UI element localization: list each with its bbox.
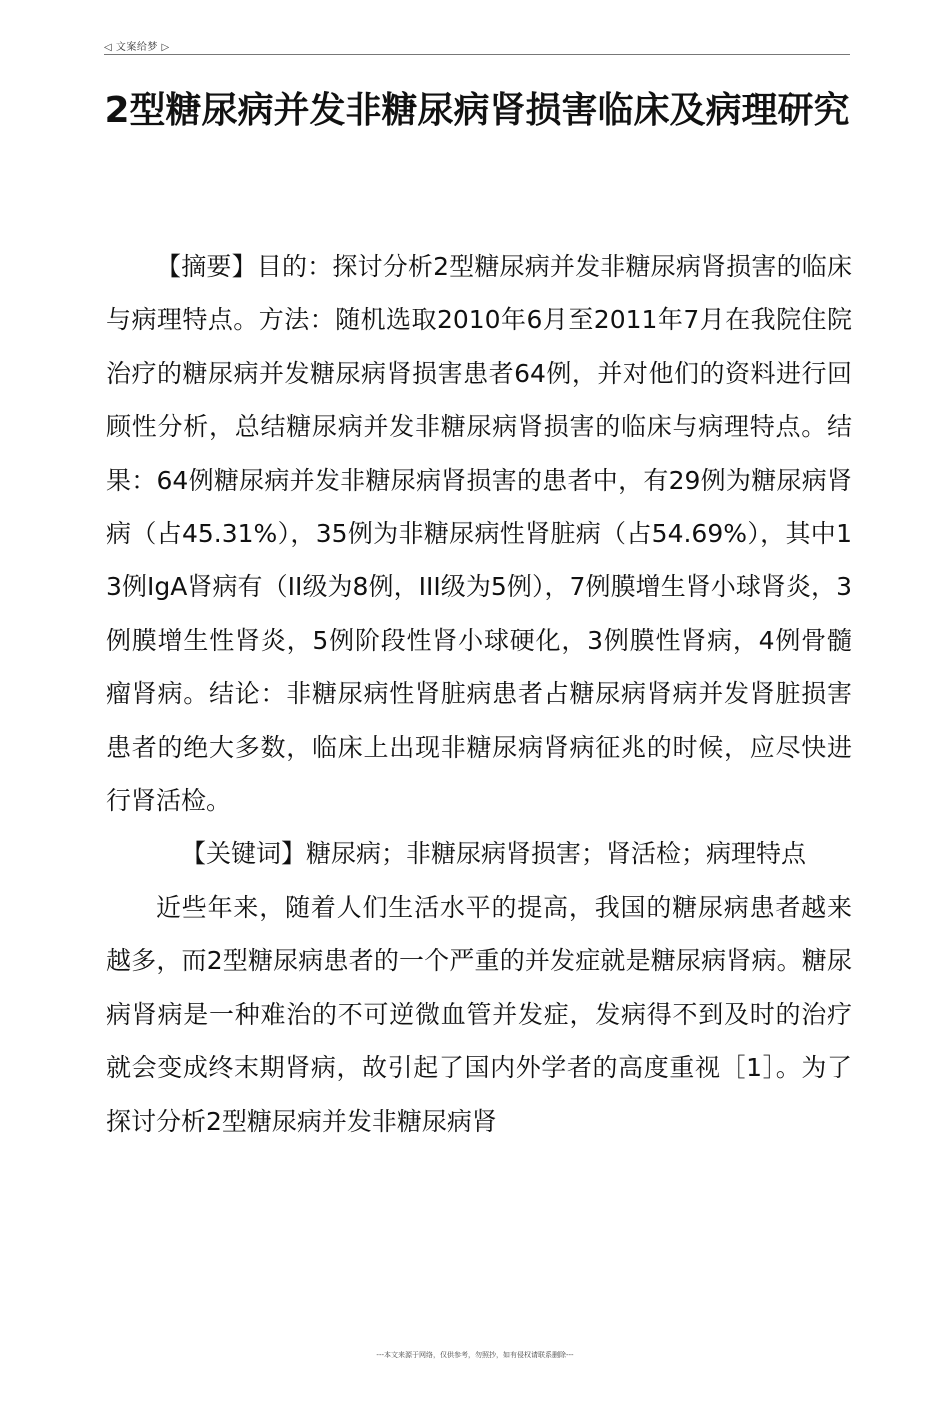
document-title: 2型糖尿病并发非糖尿病肾损害临床及病理研究 (104, 90, 850, 131)
keywords-paragraph: 【关键词】糖尿病；非糖尿病肾损害；肾活检；病理特点 (181, 839, 807, 869)
abstract-paragraph: 【摘要】目的：探讨分析2型糖尿病并发非糖尿病肾损害的临床与病理特点。方法：随机选取2010年6月至2011年7月在我院住院治疗的糖尿病并发糖尿病肾损害患者64例，并对他们的资料进行回顾性分析，总结糖尿病并发非糖尿病肾损害的临床与病理特点。结果：64例糖尿病并发非糖尿病肾损害的患者中，有29例为糖尿病肾病（占45.31%），35例为非糖尿病性肾脏病（占54.69%），其中13例IgA肾病有（II级为8例，III级为5例），7例膜增生肾小球肾炎，3例膜增生性肾炎，5例阶段性肾小球硬化，3例膜性肾病，4例骨髓瘤肾病。结论：非糖尿病性肾脏病患者占糖尿病肾病并发肾脏损害患者的绝大多数，临床上出现非糖尿病肾病征兆的时候，应尽快进行肾活检。 (106, 252, 852, 816)
header-divider (104, 54, 850, 55)
page-header: ◁ 文案给梦 ▷ (104, 42, 170, 53)
intro-paragraph: 近些年来，随着人们生活水平的提高，我国的糖尿病患者越来越多，而2型糖尿病患者的一个严重的并发症就是糖尿病肾病。糖尿病肾病是一种难治的不可逆微血管并发症，发病得不到及时的治疗就会变成终末期肾病，故引起了国内外学者的高度重视［1］。为了探讨分析2型糖尿病并发非糖尿病肾 (106, 892, 852, 1136)
document-body (106, 240, 852, 1148)
page-footer: ---本文来源于网络，仅供参考，勿照抄，如有侵权请联系删除--- (376, 1351, 574, 1359)
